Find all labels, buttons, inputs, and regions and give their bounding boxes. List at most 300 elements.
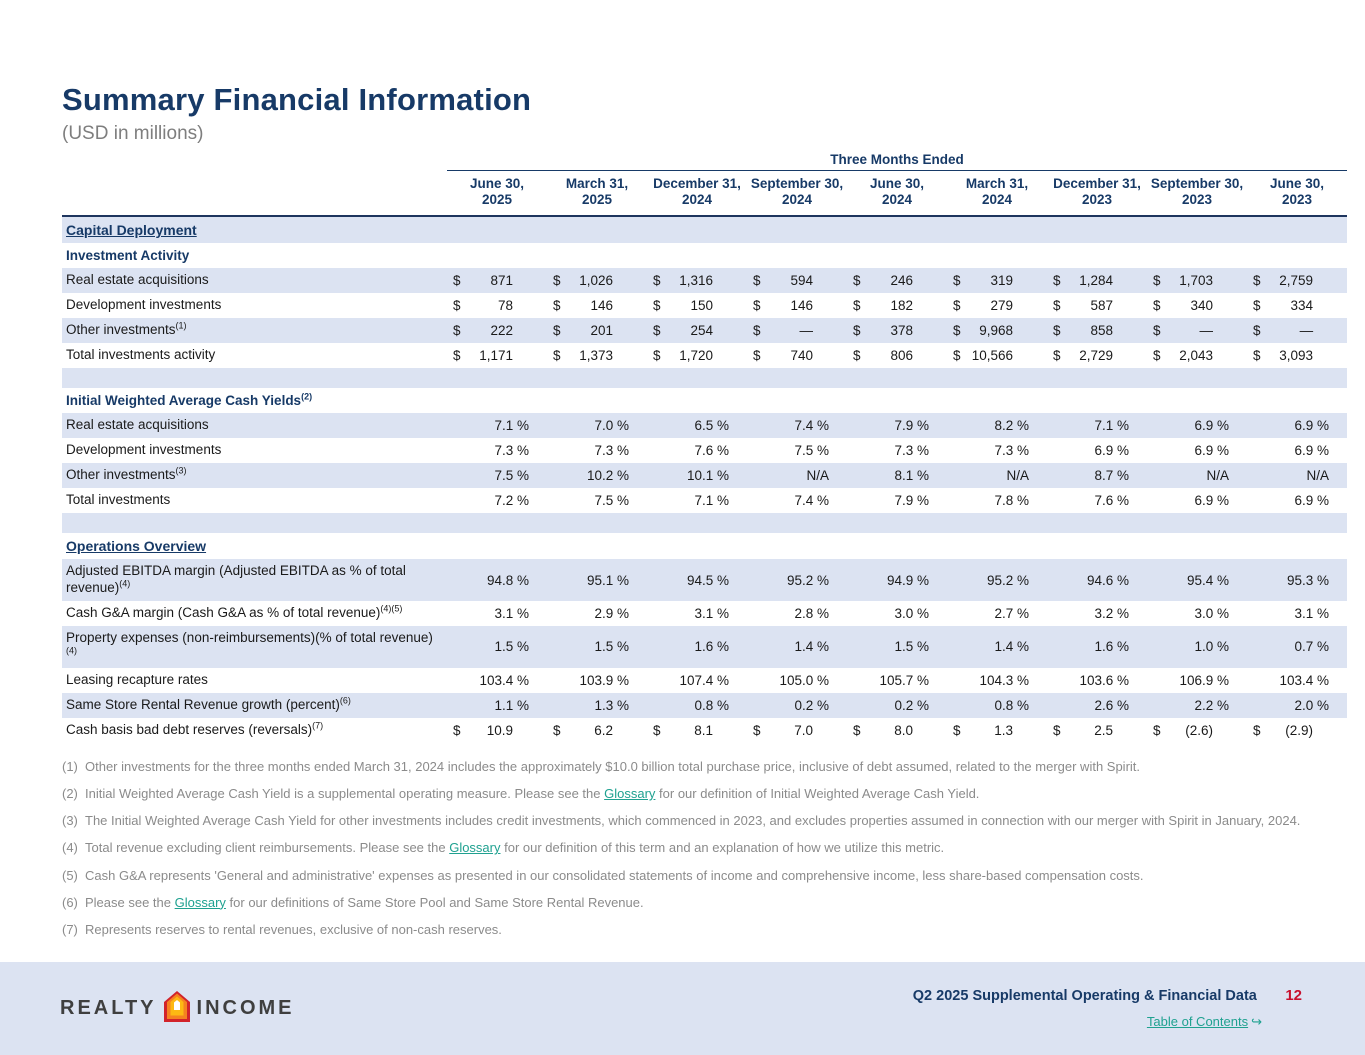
currency-symbol: $ xyxy=(753,722,761,738)
row-label-cell xyxy=(62,318,447,343)
column-header-line1: June 30, xyxy=(869,175,925,191)
cell-value: 1,171 xyxy=(479,348,513,364)
footnote-text xyxy=(85,894,1347,912)
footnote-reference: (6) xyxy=(339,695,351,706)
table-row-percent xyxy=(62,413,1347,438)
table-row-percent xyxy=(62,488,1347,513)
cell-value: 594 xyxy=(790,273,813,289)
dollar-cell xyxy=(647,268,747,293)
row-label: Total investments activity xyxy=(66,347,216,363)
dollar-cell xyxy=(447,268,547,293)
row-label-cell xyxy=(62,626,447,668)
percent-cell: 3.0 % xyxy=(894,606,929,622)
percent-cell: 94.8 % xyxy=(486,572,529,588)
percent-cell: 94.6 % xyxy=(1086,572,1129,588)
column-header xyxy=(1047,170,1147,216)
currency-symbol: $ xyxy=(653,323,661,339)
currency-symbol: $ xyxy=(953,323,961,339)
footnote-number: (3) xyxy=(62,813,78,829)
dollar-cell xyxy=(1247,718,1347,743)
percent-cell: 95.4 % xyxy=(1186,572,1229,588)
row-label: Cash G&A margin (Cash G&A as % of total revenue) xyxy=(66,605,381,621)
dollar-cell xyxy=(447,318,547,343)
column-header-line2: 2024 xyxy=(981,192,1013,208)
dollar-cell xyxy=(1147,343,1247,368)
row-label: Development investments xyxy=(66,297,222,313)
footer-right xyxy=(913,987,1302,1031)
percent-cell: 1.3 % xyxy=(594,697,629,713)
logo-text-realty: REALTY xyxy=(60,997,157,1019)
dollar-cell xyxy=(747,318,847,343)
percent-cell: 2.2 % xyxy=(1194,697,1229,713)
row-label-cell xyxy=(62,488,447,513)
cell-value: 279 xyxy=(990,298,1013,314)
cell-value: 587 xyxy=(1090,298,1113,314)
dollar-cell xyxy=(547,343,647,368)
column-header-line1: March 31, xyxy=(965,175,1029,191)
footnote xyxy=(62,785,1347,803)
dollar-cell xyxy=(847,268,947,293)
footnote xyxy=(62,812,1347,830)
glossary-link[interactable]: Glossary xyxy=(604,785,656,801)
column-header xyxy=(547,170,647,216)
percent-cell: 107.4 % xyxy=(679,672,729,688)
cell-value: 182 xyxy=(890,298,913,314)
currency-symbol: $ xyxy=(553,323,561,339)
dollar-cell xyxy=(747,293,847,318)
cell-value: 10.9 xyxy=(486,722,513,738)
percent-cell: 7.3 % xyxy=(594,443,629,459)
footnote-segment: Please see the xyxy=(85,894,175,910)
currency-symbol: $ xyxy=(1253,722,1261,738)
dollar-cell xyxy=(947,268,1047,293)
percent-cell: 95.3 % xyxy=(1287,572,1330,588)
cell-value: (2.6) xyxy=(1185,722,1213,738)
table-row-percent xyxy=(62,463,1347,488)
percent-cell: 1.6 % xyxy=(1094,639,1129,655)
row-label-cell xyxy=(62,413,447,438)
dollar-cell xyxy=(1247,318,1347,343)
percent-cell: 7.3 % xyxy=(994,443,1029,459)
table-row-dollar xyxy=(62,718,1347,743)
label-column-header xyxy=(62,170,447,216)
dollar-cell xyxy=(947,343,1047,368)
footnote-reference: (7) xyxy=(312,720,324,731)
footnote-reference: (4) xyxy=(119,578,131,589)
currency-symbol: $ xyxy=(953,298,961,314)
currency-symbol: $ xyxy=(853,273,861,289)
percent-cell: 7.4 % xyxy=(794,493,829,509)
footnote-segment: Other investments for the three months ended March 31, 2024 includes the approximately $10.0 billion total purchase price, inclusive of debt assumed, related to the merger with Spirit. xyxy=(85,758,1141,774)
percent-cell: 3.0 % xyxy=(1194,606,1229,622)
percent-cell: 2.0 % xyxy=(1294,697,1330,713)
currency-symbol: $ xyxy=(653,348,661,364)
cell-value: 246 xyxy=(890,273,913,289)
column-header-line2: 2025 xyxy=(581,192,613,208)
glossary-link[interactable]: Glossary xyxy=(449,840,501,856)
footnote xyxy=(62,921,1347,939)
column-header-line2: 2024 xyxy=(681,192,713,208)
page-number: 12 xyxy=(1285,986,1302,1004)
toc-line xyxy=(913,1013,1262,1031)
footnote-number: (2) xyxy=(62,785,78,801)
currency-symbol: $ xyxy=(653,722,661,738)
percent-cell: 6.9 % xyxy=(1194,443,1229,459)
percent-cell: 95.1 % xyxy=(586,572,629,588)
dollar-cell xyxy=(1147,318,1247,343)
row-label: Property expenses (non-reimbursements)(% of total revenue) xyxy=(66,630,433,646)
footnote-text xyxy=(85,867,1347,885)
percent-cell: 6.9 % xyxy=(1194,418,1229,434)
percent-cell: 103.9 % xyxy=(579,672,629,688)
cell-value: 1,284 xyxy=(1079,273,1113,289)
percent-cell: 0.2 % xyxy=(794,697,829,713)
percent-cell: 3.1 % xyxy=(694,606,729,622)
table-row-percent xyxy=(62,601,1347,626)
column-header xyxy=(947,170,1047,216)
cell-value: 806 xyxy=(890,348,913,364)
footnote xyxy=(62,758,1347,776)
percent-cell: 8.7 % xyxy=(1094,468,1129,484)
currency-symbol: $ xyxy=(853,323,861,339)
table-row-percent xyxy=(62,626,1347,668)
house-icon xyxy=(164,991,190,1027)
dollar-cell xyxy=(447,343,547,368)
percent-cell: 1.6 % xyxy=(694,639,729,655)
dollar-cell xyxy=(647,318,747,343)
cell-value: 2,729 xyxy=(1079,348,1113,364)
section-title: Operations Overview xyxy=(66,538,207,555)
toc-arrow-icon: ↪ xyxy=(1251,1013,1262,1029)
row-label: Development investments xyxy=(66,442,222,458)
column-header-row xyxy=(62,170,1347,216)
dollar-cell xyxy=(1247,343,1347,368)
currency-symbol: $ xyxy=(653,273,661,289)
row-label: Total investments xyxy=(66,492,171,508)
footnote xyxy=(62,894,1347,912)
table-row-section xyxy=(62,216,1347,243)
percent-cell: 7.6 % xyxy=(1094,493,1129,509)
footnote-reference: (2) xyxy=(301,391,313,402)
currency-symbol: $ xyxy=(1153,348,1161,364)
percent-cell: 2.8 % xyxy=(794,606,829,622)
percent-cell: 95.2 % xyxy=(986,572,1029,588)
cell-value: 1.3 xyxy=(994,722,1013,738)
percent-cell: 95.2 % xyxy=(786,572,829,588)
financial-table xyxy=(62,149,1347,743)
section-title: Capital Deployment xyxy=(66,222,197,239)
dollar-cell xyxy=(1047,343,1147,368)
currency-symbol: $ xyxy=(1153,273,1161,289)
cell-value: 150 xyxy=(690,298,713,314)
row-label: Same Store Rental Revenue growth (percent) xyxy=(66,696,340,712)
dollar-cell xyxy=(947,718,1047,743)
currency-symbol: $ xyxy=(953,348,961,364)
footnote-reference: (4)(5) xyxy=(380,603,403,614)
percent-cell: 7.2 % xyxy=(494,493,529,509)
column-header-line1: September 30, xyxy=(750,175,844,191)
footnote-text xyxy=(85,839,1347,857)
cell-value: 146 xyxy=(790,298,813,314)
glossary-link[interactable]: Glossary xyxy=(174,894,226,910)
percent-cell: 7.1 % xyxy=(694,493,729,509)
cell-value: 378 xyxy=(890,323,913,339)
currency-symbol: $ xyxy=(1053,348,1061,364)
percent-cell: N/A xyxy=(806,468,829,484)
currency-symbol: $ xyxy=(953,273,961,289)
column-header-line1: September 30, xyxy=(1150,175,1244,191)
subheader-cell xyxy=(62,388,1347,413)
column-header-line2: 2023 xyxy=(1181,192,1213,208)
dollar-cell xyxy=(947,318,1047,343)
cell-value: 858 xyxy=(1090,323,1113,339)
toc-label: Table of Contents xyxy=(1146,1013,1249,1029)
currency-symbol: $ xyxy=(453,323,461,339)
cell-value: 2,759 xyxy=(1279,273,1314,289)
logo-text-income: INCOME xyxy=(196,997,295,1019)
percent-cell: 6.9 % xyxy=(1294,493,1330,509)
percent-cell: 7.3 % xyxy=(894,443,929,459)
column-header-line1: June 30, xyxy=(469,175,525,191)
dollar-cell xyxy=(447,293,547,318)
percent-cell: 6.9 % xyxy=(1194,493,1229,509)
section-cell xyxy=(62,533,1347,559)
footnote-segment: The Initial Weighted Average Cash Yield for other investments includes credit investments, which commenced in 2023, and excludes properties assumed in connection with our merger with Spirit in January, 2024. xyxy=(85,813,1301,829)
footnote-text xyxy=(85,921,1347,939)
row-label-cell xyxy=(62,268,447,293)
dollar-cell xyxy=(647,343,747,368)
percent-cell: 0.2 % xyxy=(894,697,929,713)
row-label-cell xyxy=(62,559,447,601)
cell-value: 334 xyxy=(1290,298,1314,314)
percent-cell: 3.1 % xyxy=(494,606,529,622)
percent-cell: 0.8 % xyxy=(694,697,729,713)
footnote-segment: Cash G&A represents 'General and administrative' expenses as presented in our consolidated statements of income and comprehensive income, less share-based compensation costs. xyxy=(85,867,1144,883)
table-row-subheader xyxy=(62,388,1347,413)
percent-cell: 7.4 % xyxy=(794,418,829,434)
cell-value: 7.0 xyxy=(794,722,813,738)
footnote-text xyxy=(85,758,1347,776)
currency-symbol: $ xyxy=(453,348,461,364)
table-row-percent xyxy=(62,438,1347,463)
percent-cell: 7.5 % xyxy=(594,493,629,509)
currency-symbol: $ xyxy=(453,273,461,289)
column-header-line1: December 31, xyxy=(653,175,741,191)
footnote-segment: Represents reserves to rental revenues, exclusive of non-cash reserves. xyxy=(85,921,502,937)
percent-cell: 1.5 % xyxy=(594,639,629,655)
cell-value: 6.2 xyxy=(594,722,613,738)
percent-cell: 6.9 % xyxy=(1094,443,1129,459)
percent-cell: 0.8 % xyxy=(994,697,1029,713)
label-column-spacer xyxy=(62,149,447,171)
cell-value: 1,373 xyxy=(579,348,613,364)
currency-symbol: $ xyxy=(953,722,961,738)
row-label: Real estate acquisitions xyxy=(66,272,209,288)
section-cell xyxy=(62,216,1347,243)
dollar-cell xyxy=(1147,293,1247,318)
table-row-percent xyxy=(62,693,1347,718)
table-of-contents-link[interactable] xyxy=(1147,1014,1262,1029)
percent-cell: 2.7 % xyxy=(994,606,1029,622)
percent-cell: 6.5 % xyxy=(694,418,729,434)
column-header xyxy=(747,170,847,216)
column-header xyxy=(847,170,947,216)
doc-line xyxy=(913,987,1302,1005)
row-label-cell xyxy=(62,693,447,718)
percent-cell: 1.5 % xyxy=(494,639,529,655)
percent-cell: 3.2 % xyxy=(1094,606,1129,622)
percent-cell: 7.0 % xyxy=(594,418,629,434)
dollar-cell xyxy=(947,293,1047,318)
cell-value: 201 xyxy=(590,323,613,339)
row-label-cell xyxy=(62,343,447,368)
table-row-dollar xyxy=(62,343,1347,368)
footnote-number: (1) xyxy=(62,758,78,774)
row-label-cell xyxy=(62,718,447,743)
currency-symbol: $ xyxy=(1053,273,1061,289)
cell-value: 1,703 xyxy=(1179,273,1213,289)
cell-value: 78 xyxy=(497,298,513,314)
row-label: Real estate acquisitions xyxy=(66,417,209,433)
row-label-cell xyxy=(62,463,447,488)
currency-symbol: $ xyxy=(853,722,861,738)
footnote-number: (4) xyxy=(62,840,78,856)
dollar-cell xyxy=(1047,718,1147,743)
percent-cell: 105.7 % xyxy=(879,672,929,688)
column-header xyxy=(647,170,747,216)
table-row-dollar xyxy=(62,268,1347,293)
footnote-reference: (4) xyxy=(66,645,77,656)
currency-symbol: $ xyxy=(853,348,861,364)
cell-value: 8.1 xyxy=(694,722,713,738)
cell-value: 740 xyxy=(790,348,813,364)
currency-symbol: $ xyxy=(1253,273,1261,289)
cell-value: — xyxy=(1199,323,1213,339)
subheader-title: Investment Activity xyxy=(66,248,190,264)
percent-cell: 104.3 % xyxy=(979,672,1029,688)
dollar-cell xyxy=(1047,318,1147,343)
dollar-cell xyxy=(547,293,647,318)
row-label-cell xyxy=(62,293,447,318)
column-header-line2: 2023 xyxy=(1282,192,1313,208)
percent-cell: N/A xyxy=(1206,468,1229,484)
column-header-line1: December 31, xyxy=(1053,175,1141,191)
percent-cell: 105.0 % xyxy=(779,672,829,688)
percent-cell: 8.2 % xyxy=(994,418,1029,434)
page-title: Summary Financial Information xyxy=(62,82,532,117)
group-header: Three Months Ended xyxy=(447,149,1347,171)
table-row-dollar xyxy=(62,318,1347,343)
footnote-text xyxy=(85,785,1347,803)
cell-value: 340 xyxy=(1190,298,1213,314)
currency-symbol: $ xyxy=(753,348,761,364)
percent-cell: 94.5 % xyxy=(686,572,729,588)
percent-cell: 10.1 % xyxy=(686,468,729,484)
percent-cell: 2.9 % xyxy=(594,606,629,622)
percent-cell: 7.6 % xyxy=(694,443,729,459)
spacer-row xyxy=(62,513,1347,533)
footnote-segment: for our definitions of Same Store Pool and Same Store Rental Revenue. xyxy=(225,894,644,910)
column-header-line2: 2024 xyxy=(881,192,913,208)
doc-title: Q2 2025 Supplemental Operating & Financial Data xyxy=(912,987,1257,1004)
currency-symbol: $ xyxy=(1153,323,1161,339)
percent-cell: 103.6 % xyxy=(1079,672,1129,688)
row-label: Cash basis bad debt reserves (reversals) xyxy=(66,721,313,737)
percent-cell: 7.9 % xyxy=(894,493,929,509)
percent-cell: 2.6 % xyxy=(1094,697,1129,713)
footnote xyxy=(62,839,1347,857)
currency-symbol: $ xyxy=(553,273,561,289)
dollar-cell xyxy=(1147,268,1247,293)
cell-value: 9,968 xyxy=(979,323,1013,339)
currency-symbol: $ xyxy=(1253,348,1261,364)
subheader-title: Initial Weighted Average Cash Yields xyxy=(66,393,302,409)
currency-symbol: $ xyxy=(1253,298,1261,314)
percent-cell: 7.1 % xyxy=(1094,418,1129,434)
subheader-cell xyxy=(62,243,1347,268)
currency-symbol: $ xyxy=(653,298,661,314)
currency-symbol: $ xyxy=(553,348,561,364)
currency-symbol: $ xyxy=(753,273,761,289)
percent-cell: N/A xyxy=(1006,468,1029,484)
table-row-percent xyxy=(62,668,1347,693)
percent-cell: 94.9 % xyxy=(886,572,929,588)
table-row-dollar xyxy=(62,293,1347,318)
dollar-cell xyxy=(1047,268,1147,293)
dollar-cell xyxy=(647,293,747,318)
column-header-line1: June 30, xyxy=(1270,175,1325,191)
currency-symbol: $ xyxy=(853,298,861,314)
currency-symbol: $ xyxy=(553,722,561,738)
column-header-line2: 2023 xyxy=(1081,192,1113,208)
currency-symbol: $ xyxy=(453,298,461,314)
currency-symbol: $ xyxy=(453,722,461,738)
page-subtitle: (USD in millions) xyxy=(62,122,204,144)
row-label-cell xyxy=(62,668,447,693)
footnote-segment: Total revenue excluding client reimbursements. Please see the xyxy=(85,840,450,856)
currency-symbol: $ xyxy=(1053,722,1061,738)
percent-cell: 0.7 % xyxy=(1294,639,1330,655)
cell-value: 871 xyxy=(490,273,513,289)
table-row-percent xyxy=(62,559,1347,601)
dollar-cell xyxy=(1247,293,1347,318)
dollar-cell xyxy=(847,343,947,368)
row-label-cell xyxy=(62,601,447,626)
percent-cell: 1.4 % xyxy=(994,639,1029,655)
cell-value: 319 xyxy=(990,273,1013,289)
percent-cell: 6.9 % xyxy=(1294,443,1330,459)
cell-value: — xyxy=(799,323,813,339)
table-row-spacer xyxy=(62,513,1347,533)
percent-cell: N/A xyxy=(1306,468,1330,484)
dollar-cell xyxy=(847,718,947,743)
table-row-spacer xyxy=(62,368,1347,388)
percent-cell: 7.9 % xyxy=(894,418,929,434)
dollar-cell xyxy=(1147,718,1247,743)
cell-value: 222 xyxy=(490,323,513,339)
footnote-number: (6) xyxy=(62,894,78,910)
cell-value: 146 xyxy=(590,298,613,314)
percent-cell: 7.5 % xyxy=(494,468,529,484)
spacer-row xyxy=(62,368,1347,388)
cell-value: 1,026 xyxy=(579,273,613,289)
table-row-subheader xyxy=(62,243,1347,268)
percent-cell: 3.1 % xyxy=(1294,606,1330,622)
percent-cell: 103.4 % xyxy=(1279,672,1330,688)
column-header xyxy=(447,170,547,216)
footnote xyxy=(62,867,1347,885)
group-header-row xyxy=(62,149,1347,171)
